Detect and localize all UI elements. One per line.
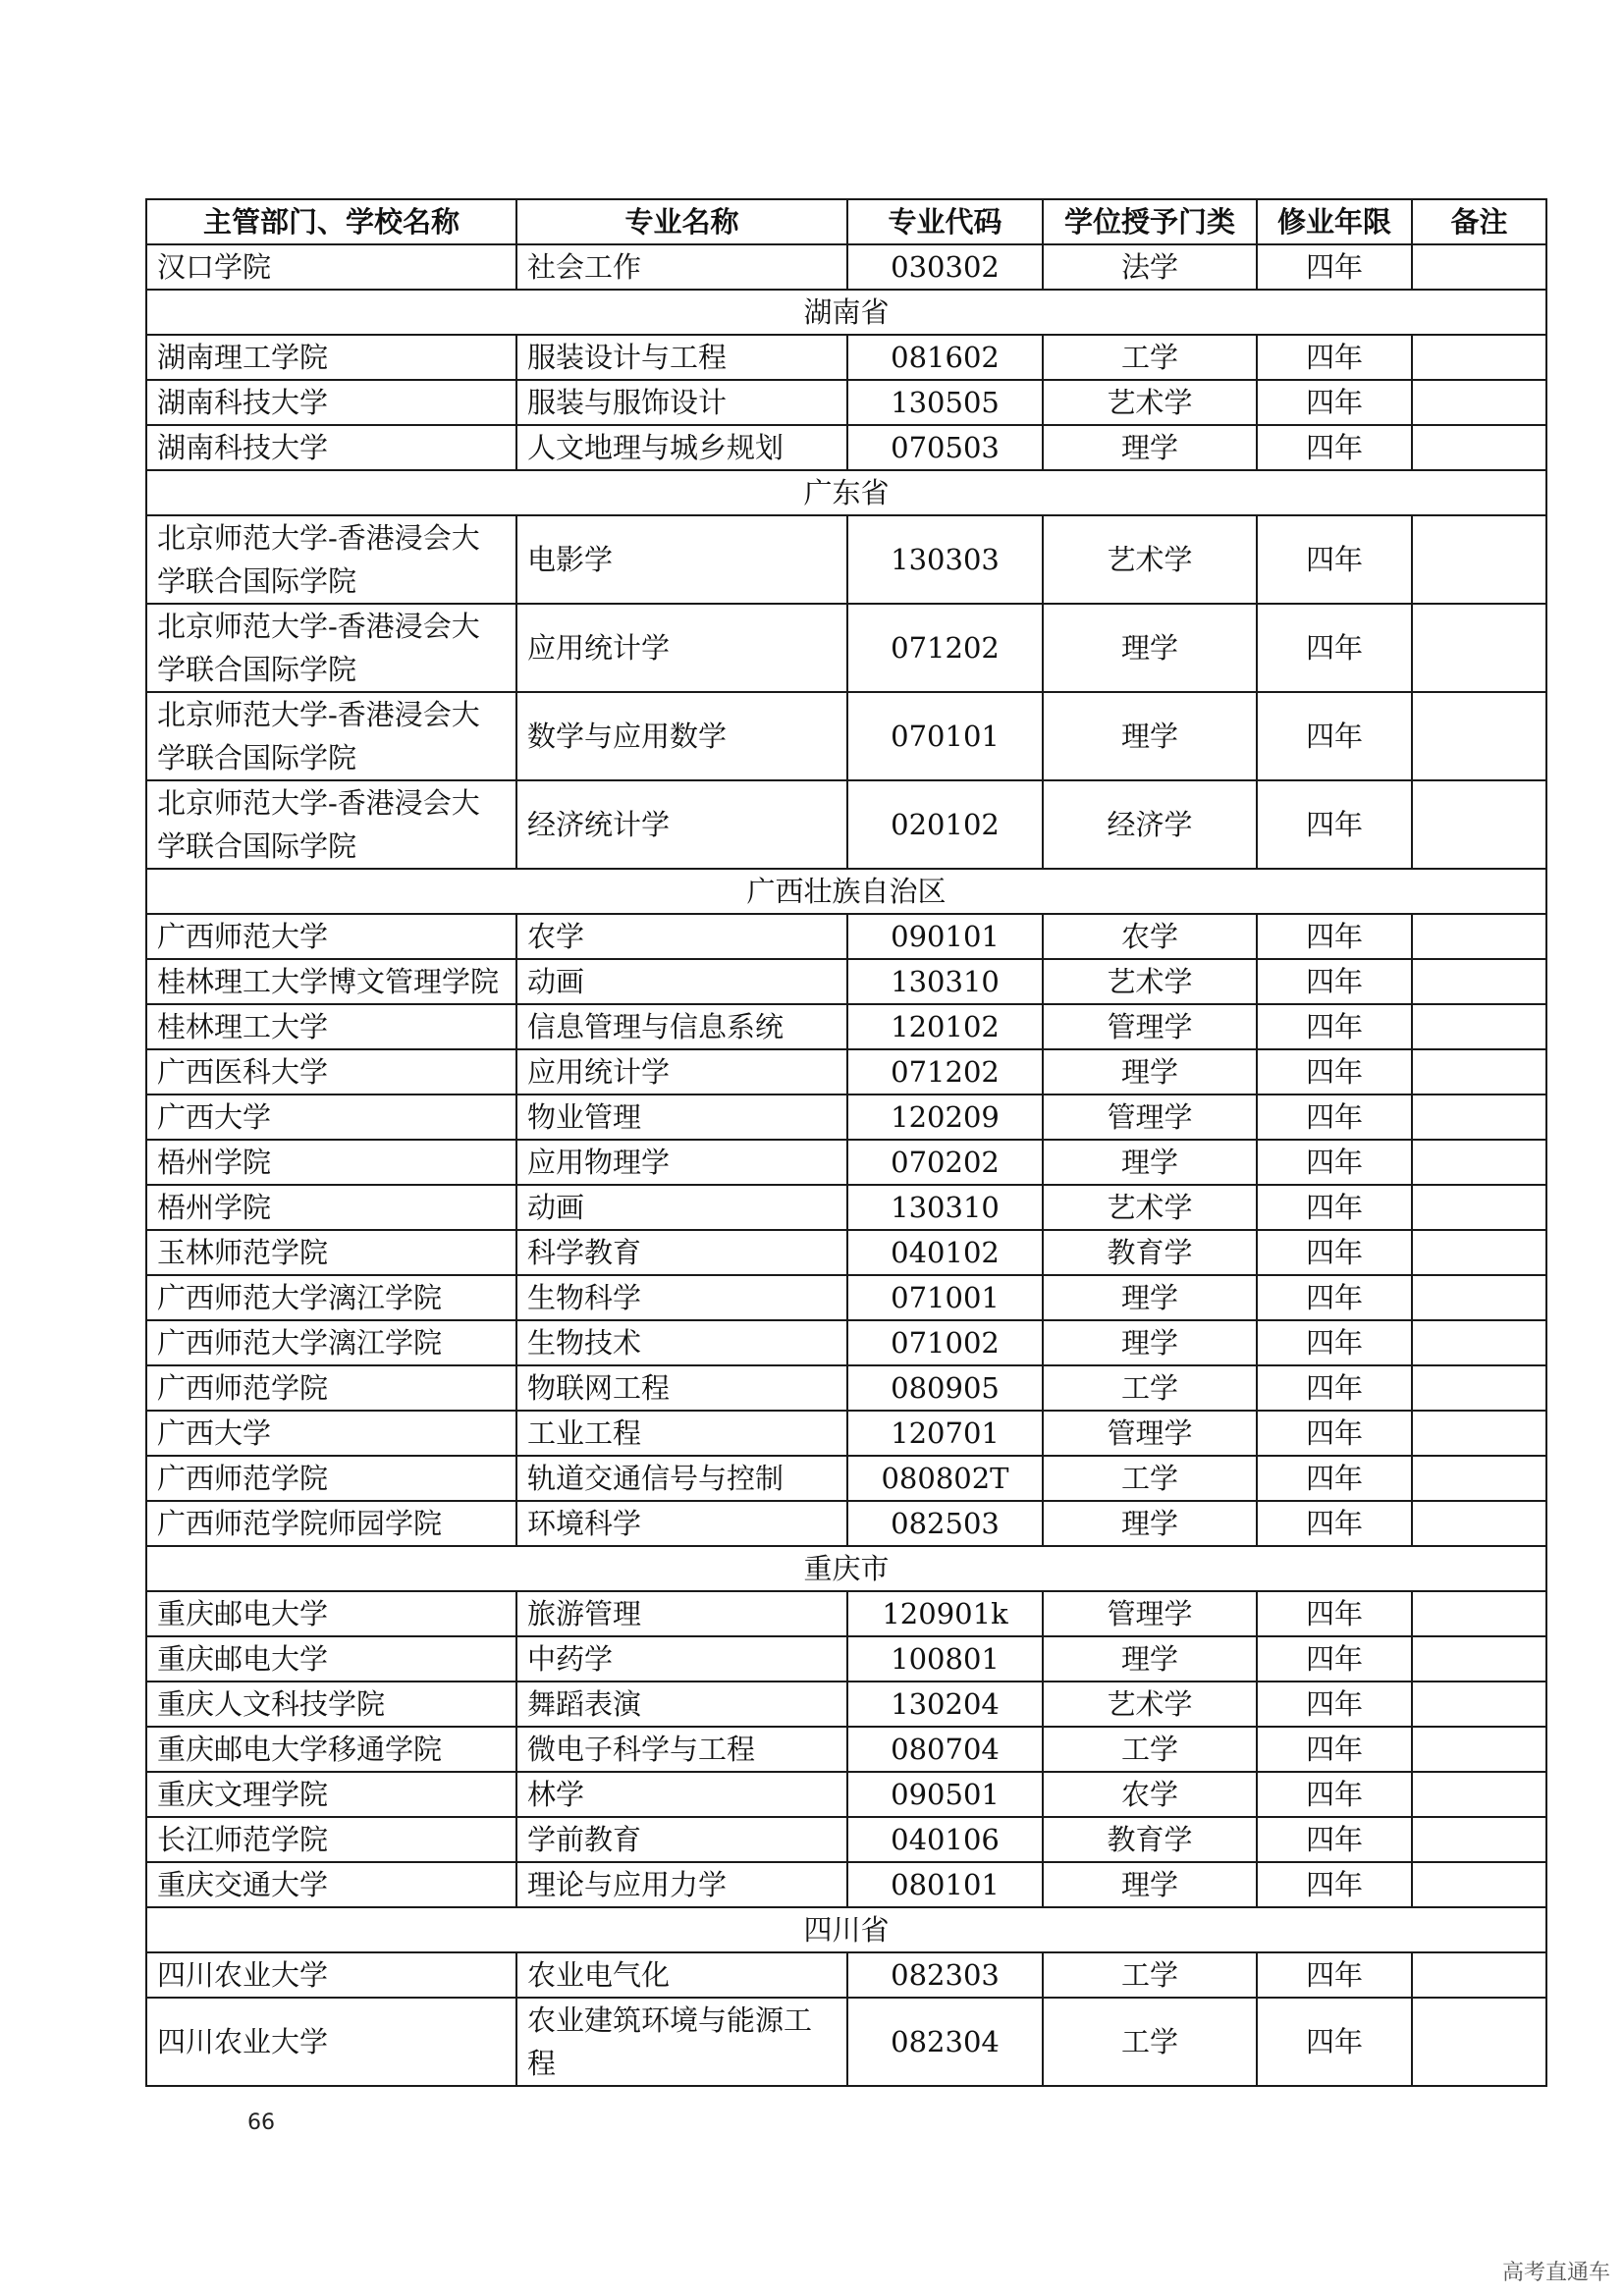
school-cell: 汉口学院 xyxy=(146,244,516,290)
code-cell: 090501 xyxy=(847,1772,1043,1817)
note-cell xyxy=(1412,780,1546,869)
header-code: 专业代码 xyxy=(847,199,1043,244)
school-cell: 重庆文理学院 xyxy=(146,1772,516,1817)
degree-cell: 管理学 xyxy=(1043,1411,1257,1456)
header-degree: 学位授予门类 xyxy=(1043,199,1257,244)
years-cell: 四年 xyxy=(1257,1817,1412,1862)
years-cell: 四年 xyxy=(1257,1636,1412,1682)
code-cell: 071202 xyxy=(847,604,1043,692)
watermark: 高考直通车 xyxy=(1501,2261,1610,2285)
code-cell: 071002 xyxy=(847,1320,1043,1365)
header-school: 主管部门、学校名称 xyxy=(146,199,516,244)
major-cell: 应用统计学 xyxy=(516,604,847,692)
code-cell: 090101 xyxy=(847,914,1043,959)
school-cell: 重庆邮电大学 xyxy=(146,1636,516,1682)
years-cell: 四年 xyxy=(1257,244,1412,290)
code-cell: 080802T xyxy=(847,1456,1043,1501)
code-cell: 130310 xyxy=(847,959,1043,1004)
major-cell: 应用统计学 xyxy=(516,1049,847,1095)
years-cell: 四年 xyxy=(1257,604,1412,692)
region-row xyxy=(146,1546,1546,1591)
major-cell: 服装与服饰设计 xyxy=(516,380,847,425)
degree-cell: 艺术学 xyxy=(1043,1185,1257,1230)
degree-cell: 理学 xyxy=(1043,604,1257,692)
table-row xyxy=(146,515,1546,604)
note-cell xyxy=(1412,959,1546,1004)
years-cell: 四年 xyxy=(1257,1320,1412,1365)
code-cell: 120102 xyxy=(847,1004,1043,1049)
region-label: 湖南省 xyxy=(146,290,1546,335)
school-cell: 重庆人文科技学院 xyxy=(146,1682,516,1727)
major-cell: 农业建筑环境与能源工程 xyxy=(516,1998,847,2086)
code-cell: 070202 xyxy=(847,1140,1043,1185)
years-cell: 四年 xyxy=(1257,1275,1412,1320)
years-cell: 四年 xyxy=(1257,1682,1412,1727)
major-cell: 农学 xyxy=(516,914,847,959)
school-cell: 北京师范大学-香港浸会大学联合国际学院 xyxy=(146,604,516,692)
degree-cell: 理学 xyxy=(1043,1320,1257,1365)
note-cell xyxy=(1412,1365,1546,1411)
code-cell: 040102 xyxy=(847,1230,1043,1275)
note-cell xyxy=(1412,425,1546,470)
major-cell: 信息管理与信息系统 xyxy=(516,1004,847,1049)
note-cell xyxy=(1412,1952,1546,1998)
note-cell xyxy=(1412,692,1546,780)
school-cell: 桂林理工大学 xyxy=(146,1004,516,1049)
degree-cell: 工学 xyxy=(1043,1365,1257,1411)
table-row xyxy=(146,1411,1546,1456)
major-cell: 农业电气化 xyxy=(516,1952,847,1998)
degree-cell: 工学 xyxy=(1043,335,1257,380)
degree-cell: 理学 xyxy=(1043,1862,1257,1907)
code-cell: 082503 xyxy=(847,1501,1043,1546)
school-cell: 四川农业大学 xyxy=(146,1952,516,1998)
major-cell: 动画 xyxy=(516,959,847,1004)
degree-cell: 理学 xyxy=(1043,1501,1257,1546)
code-cell: 030302 xyxy=(847,244,1043,290)
table-row xyxy=(146,1636,1546,1682)
major-cell: 环境科学 xyxy=(516,1501,847,1546)
major-cell: 科学教育 xyxy=(516,1230,847,1275)
table-row xyxy=(146,1998,1546,2086)
code-cell: 071202 xyxy=(847,1049,1043,1095)
code-cell: 082303 xyxy=(847,1952,1043,1998)
code-cell: 020102 xyxy=(847,780,1043,869)
years-cell: 四年 xyxy=(1257,1998,1412,2086)
note-cell xyxy=(1412,914,1546,959)
major-cell: 微电子科学与工程 xyxy=(516,1727,847,1772)
major-cell: 动画 xyxy=(516,1185,847,1230)
years-cell: 四年 xyxy=(1257,1095,1412,1140)
years-cell: 四年 xyxy=(1257,1456,1412,1501)
years-cell: 四年 xyxy=(1257,914,1412,959)
degree-cell: 理学 xyxy=(1043,692,1257,780)
page-number: 66 xyxy=(247,2110,275,2135)
school-cell: 重庆邮电大学 xyxy=(146,1591,516,1636)
years-cell: 四年 xyxy=(1257,1862,1412,1907)
major-cell: 学前教育 xyxy=(516,1817,847,1862)
region-label: 四川省 xyxy=(146,1907,1546,1952)
major-cell: 服装设计与工程 xyxy=(516,335,847,380)
years-cell: 四年 xyxy=(1257,1049,1412,1095)
majors-table xyxy=(145,198,1547,2087)
major-cell: 生物科学 xyxy=(516,1275,847,1320)
code-cell: 082304 xyxy=(847,1998,1043,2086)
major-cell: 工业工程 xyxy=(516,1411,847,1456)
note-cell xyxy=(1412,1817,1546,1862)
school-cell: 桂林理工大学博文管理学院 xyxy=(146,959,516,1004)
code-cell: 130204 xyxy=(847,1682,1043,1727)
degree-cell: 工学 xyxy=(1043,1998,1257,2086)
table-row xyxy=(146,1140,1546,1185)
degree-cell: 农学 xyxy=(1043,1772,1257,1817)
degree-cell: 艺术学 xyxy=(1043,1682,1257,1727)
table-row xyxy=(146,1817,1546,1862)
school-cell: 北京师范大学-香港浸会大学联合国际学院 xyxy=(146,515,516,604)
note-cell xyxy=(1412,1636,1546,1682)
note-cell xyxy=(1412,1049,1546,1095)
major-cell: 旅游管理 xyxy=(516,1591,847,1636)
note-cell xyxy=(1412,1230,1546,1275)
school-cell: 玉林师范学院 xyxy=(146,1230,516,1275)
school-cell: 重庆邮电大学移通学院 xyxy=(146,1727,516,1772)
school-cell: 广西师范大学 xyxy=(146,914,516,959)
header-years: 修业年限 xyxy=(1257,199,1412,244)
school-cell: 湖南科技大学 xyxy=(146,425,516,470)
note-cell xyxy=(1412,1862,1546,1907)
table-row xyxy=(146,1275,1546,1320)
table-row xyxy=(146,1772,1546,1817)
code-cell: 130303 xyxy=(847,515,1043,604)
table-row xyxy=(146,780,1546,869)
table-row xyxy=(146,1185,1546,1230)
major-cell: 物联网工程 xyxy=(516,1365,847,1411)
degree-cell: 管理学 xyxy=(1043,1591,1257,1636)
school-cell: 广西师范学院师园学院 xyxy=(146,1501,516,1546)
school-cell: 北京师范大学-香港浸会大学联合国际学院 xyxy=(146,692,516,780)
region-label: 广西壮族自治区 xyxy=(146,869,1546,914)
major-cell: 林学 xyxy=(516,1772,847,1817)
major-cell: 舞蹈表演 xyxy=(516,1682,847,1727)
code-cell: 071001 xyxy=(847,1275,1043,1320)
degree-cell: 艺术学 xyxy=(1043,959,1257,1004)
school-cell: 湖南理工学院 xyxy=(146,335,516,380)
table-row xyxy=(146,335,1546,380)
code-cell: 120701 xyxy=(847,1411,1043,1456)
degree-cell: 经济学 xyxy=(1043,780,1257,869)
code-cell: 080704 xyxy=(847,1727,1043,1772)
table-row xyxy=(146,604,1546,692)
table-row xyxy=(146,1682,1546,1727)
table-row xyxy=(146,1320,1546,1365)
years-cell: 四年 xyxy=(1257,1411,1412,1456)
school-cell: 广西医科大学 xyxy=(146,1049,516,1095)
major-cell: 社会工作 xyxy=(516,244,847,290)
years-cell: 四年 xyxy=(1257,1365,1412,1411)
note-cell xyxy=(1412,1501,1546,1546)
table-row xyxy=(146,1365,1546,1411)
table-row xyxy=(146,1095,1546,1140)
table-row xyxy=(146,959,1546,1004)
degree-cell: 管理学 xyxy=(1043,1004,1257,1049)
header-note: 备注 xyxy=(1412,199,1546,244)
region-row xyxy=(146,1907,1546,1952)
degree-cell: 工学 xyxy=(1043,1952,1257,1998)
table-row xyxy=(146,1501,1546,1546)
school-cell: 广西师范大学漓江学院 xyxy=(146,1320,516,1365)
table-row xyxy=(146,1049,1546,1095)
major-cell: 数学与应用数学 xyxy=(516,692,847,780)
major-cell: 轨道交通信号与控制 xyxy=(516,1456,847,1501)
years-cell: 四年 xyxy=(1257,692,1412,780)
school-cell: 湖南科技大学 xyxy=(146,380,516,425)
school-cell: 梧州学院 xyxy=(146,1140,516,1185)
school-cell: 北京师范大学-香港浸会大学联合国际学院 xyxy=(146,780,516,869)
region-label: 重庆市 xyxy=(146,1546,1546,1591)
years-cell: 四年 xyxy=(1257,1004,1412,1049)
degree-cell: 法学 xyxy=(1043,244,1257,290)
years-cell: 四年 xyxy=(1257,1185,1412,1230)
note-cell xyxy=(1412,1140,1546,1185)
code-cell: 040106 xyxy=(847,1817,1043,1862)
school-cell: 四川农业大学 xyxy=(146,1998,516,2086)
years-cell: 四年 xyxy=(1257,1230,1412,1275)
header-major: 专业名称 xyxy=(516,199,847,244)
table-row xyxy=(146,1727,1546,1772)
major-cell: 物业管理 xyxy=(516,1095,847,1140)
note-cell xyxy=(1412,604,1546,692)
school-cell: 重庆交通大学 xyxy=(146,1862,516,1907)
years-cell: 四年 xyxy=(1257,1591,1412,1636)
code-cell: 081602 xyxy=(847,335,1043,380)
note-cell xyxy=(1412,244,1546,290)
region-row xyxy=(146,869,1546,914)
note-cell xyxy=(1412,1998,1546,2086)
note-cell xyxy=(1412,1456,1546,1501)
code-cell: 080101 xyxy=(847,1862,1043,1907)
note-cell xyxy=(1412,1185,1546,1230)
region-row xyxy=(146,290,1546,335)
table-row xyxy=(146,1952,1546,1998)
note-cell xyxy=(1412,1004,1546,1049)
note-cell xyxy=(1412,515,1546,604)
note-cell xyxy=(1412,1727,1546,1772)
years-cell: 四年 xyxy=(1257,1140,1412,1185)
code-cell: 080905 xyxy=(847,1365,1043,1411)
school-cell: 广西师范学院 xyxy=(146,1456,516,1501)
school-cell: 广西大学 xyxy=(146,1411,516,1456)
table-row xyxy=(146,244,1546,290)
degree-cell: 教育学 xyxy=(1043,1817,1257,1862)
header-row xyxy=(146,199,1546,244)
degree-cell: 理学 xyxy=(1043,1049,1257,1095)
note-cell xyxy=(1412,1772,1546,1817)
school-cell: 长江师范学院 xyxy=(146,1817,516,1862)
degree-cell: 艺术学 xyxy=(1043,380,1257,425)
degree-cell: 工学 xyxy=(1043,1727,1257,1772)
major-cell: 电影学 xyxy=(516,515,847,604)
degree-cell: 艺术学 xyxy=(1043,515,1257,604)
note-cell xyxy=(1412,335,1546,380)
major-cell: 生物技术 xyxy=(516,1320,847,1365)
degree-cell: 理学 xyxy=(1043,1636,1257,1682)
note-cell xyxy=(1412,380,1546,425)
note-cell xyxy=(1412,1275,1546,1320)
table-row xyxy=(146,380,1546,425)
region-label: 广东省 xyxy=(146,470,1546,515)
years-cell: 四年 xyxy=(1257,1727,1412,1772)
years-cell: 四年 xyxy=(1257,959,1412,1004)
table-row xyxy=(146,914,1546,959)
degree-cell: 理学 xyxy=(1043,425,1257,470)
table-body xyxy=(146,244,1546,2086)
school-cell: 广西师范大学漓江学院 xyxy=(146,1275,516,1320)
code-cell: 070503 xyxy=(847,425,1043,470)
note-cell xyxy=(1412,1591,1546,1636)
major-cell: 中药学 xyxy=(516,1636,847,1682)
major-cell: 理论与应用力学 xyxy=(516,1862,847,1907)
table-row xyxy=(146,1456,1546,1501)
code-cell: 070101 xyxy=(847,692,1043,780)
note-cell xyxy=(1412,1682,1546,1727)
table-row xyxy=(146,692,1546,780)
degree-cell: 理学 xyxy=(1043,1140,1257,1185)
school-cell: 广西师范学院 xyxy=(146,1365,516,1411)
school-cell: 广西大学 xyxy=(146,1095,516,1140)
degree-cell: 农学 xyxy=(1043,914,1257,959)
degree-cell: 理学 xyxy=(1043,1275,1257,1320)
note-cell xyxy=(1412,1320,1546,1365)
code-cell: 120209 xyxy=(847,1095,1043,1140)
degree-cell: 工学 xyxy=(1043,1456,1257,1501)
degree-cell: 教育学 xyxy=(1043,1230,1257,1275)
major-cell: 人文地理与城乡规划 xyxy=(516,425,847,470)
years-cell: 四年 xyxy=(1257,335,1412,380)
code-cell: 130505 xyxy=(847,380,1043,425)
table-row xyxy=(146,1004,1546,1049)
years-cell: 四年 xyxy=(1257,425,1412,470)
code-cell: 120901k xyxy=(847,1591,1043,1636)
code-cell: 130310 xyxy=(847,1185,1043,1230)
code-cell: 100801 xyxy=(847,1636,1043,1682)
years-cell: 四年 xyxy=(1257,780,1412,869)
note-cell xyxy=(1412,1095,1546,1140)
region-row xyxy=(146,470,1546,515)
years-cell: 四年 xyxy=(1257,380,1412,425)
years-cell: 四年 xyxy=(1257,1772,1412,1817)
table-row xyxy=(146,1230,1546,1275)
major-cell: 应用物理学 xyxy=(516,1140,847,1185)
note-cell xyxy=(1412,1411,1546,1456)
table-row xyxy=(146,1591,1546,1636)
table-row xyxy=(146,1862,1546,1907)
table-row xyxy=(146,425,1546,470)
years-cell: 四年 xyxy=(1257,515,1412,604)
degree-cell: 管理学 xyxy=(1043,1095,1257,1140)
major-cell: 经济统计学 xyxy=(516,780,847,869)
years-cell: 四年 xyxy=(1257,1952,1412,1998)
school-cell: 梧州学院 xyxy=(146,1185,516,1230)
years-cell: 四年 xyxy=(1257,1501,1412,1546)
